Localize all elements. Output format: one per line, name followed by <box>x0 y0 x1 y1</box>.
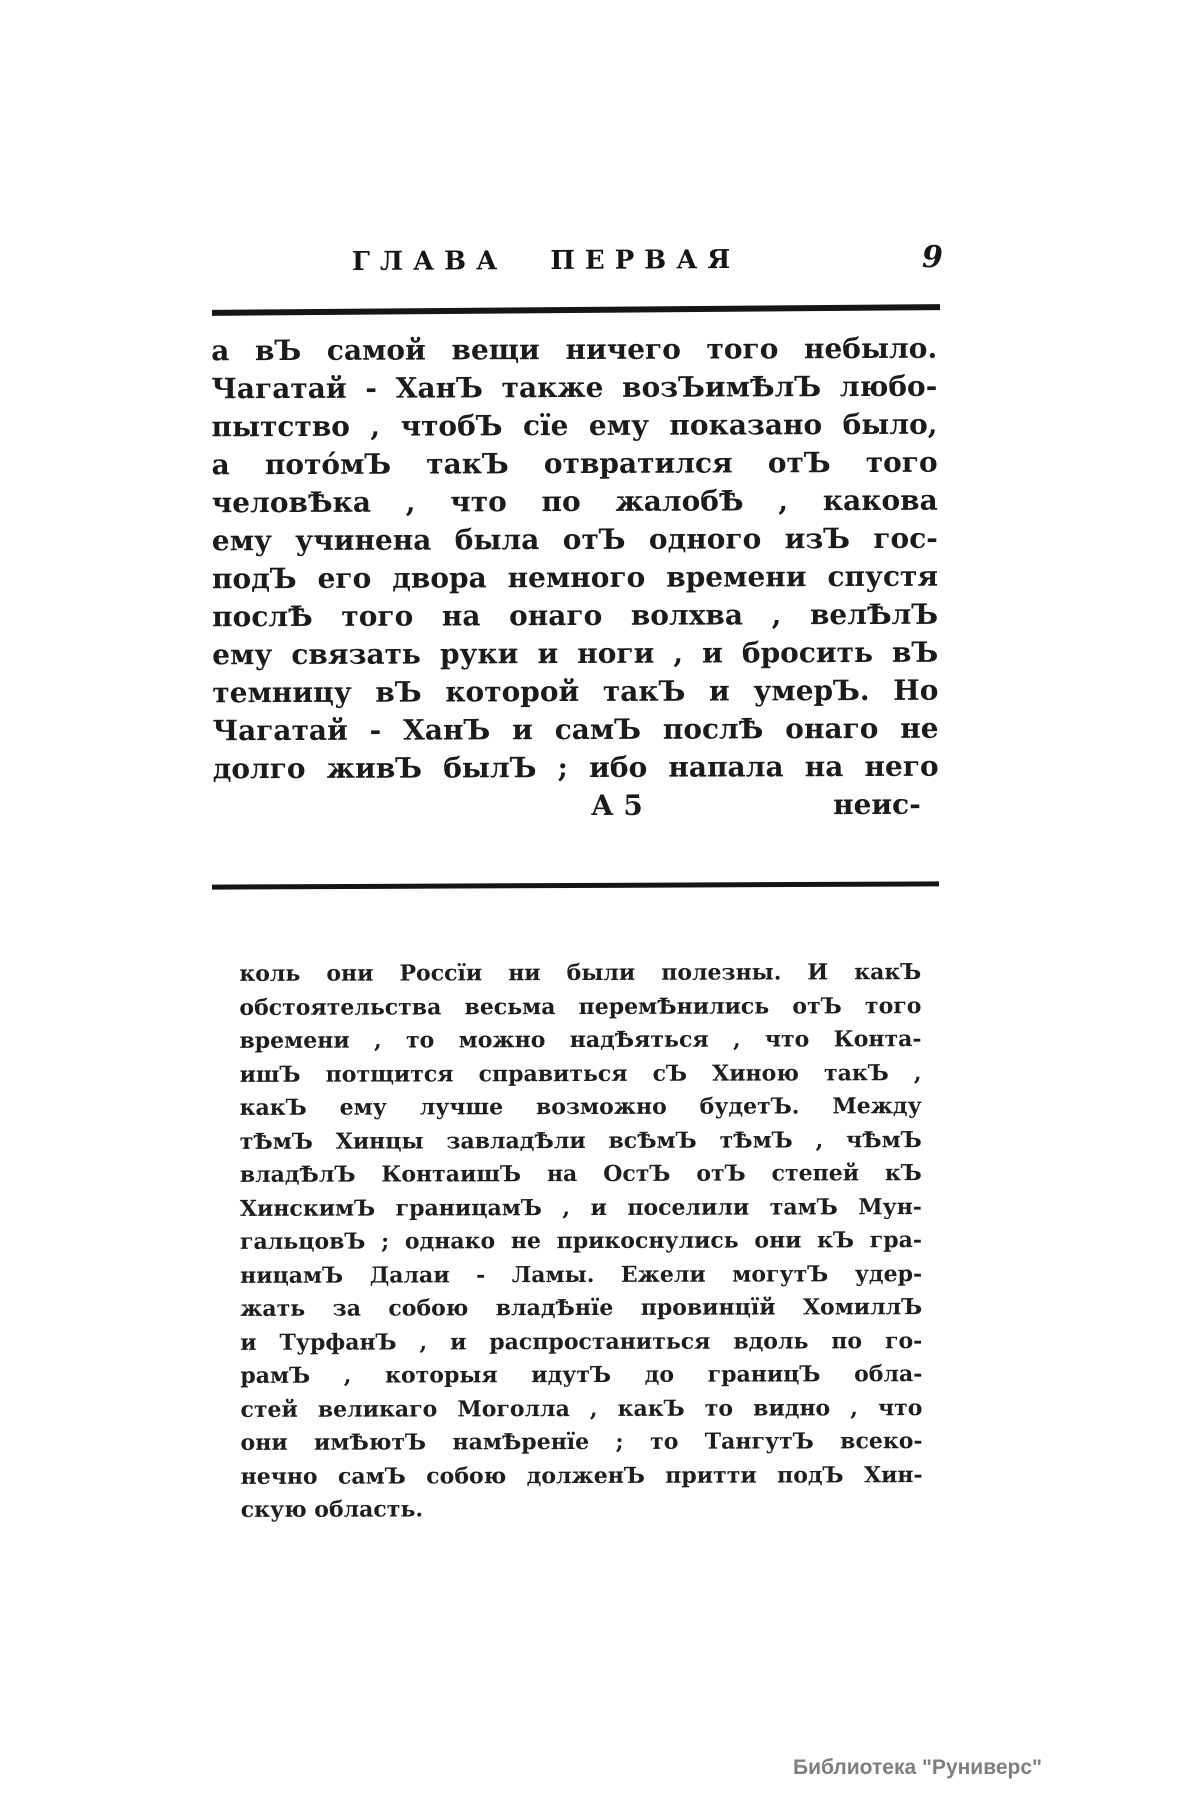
footnote-line: ницамЪ Далаи - Ламы. Ежели могутЪ удер- <box>240 1260 923 1289</box>
footnote-line: коль они Россїи ни были полезны. И какЪ <box>239 959 922 987</box>
text-line: Чагатай - ХанЪ также возЪимѢлЪ любо- <box>211 369 938 406</box>
footnote-line: тѢмЪ Хинцы завладѢли всѢмЪ тѢмЪ , чѢмЪ <box>239 1126 922 1155</box>
footnote-line: жать за собою владѢнїе провинцїй ХомиллЪ <box>240 1294 923 1322</box>
footnote-line: обстоятельства весьма перемѢнились отЪ того <box>239 992 922 1021</box>
footnote-line: ХинскимЪ границамЪ , и поселили тамЪ Мун- <box>239 1193 922 1222</box>
text-line: а вЪ самой вещи ничего того небыло. <box>211 331 938 368</box>
text-line: долго живЪ былЪ ; ибо напала на него <box>212 749 939 786</box>
footnote-line: ишЪ потщится справиться сЪ Хиною такЪ , <box>239 1059 922 1088</box>
text-line: Чагатай - ХанЪ и самЪ послѢ онаго не <box>212 711 939 748</box>
footnote-line: и ТурфанЪ , и распростаниться вдоль по го- <box>240 1327 923 1356</box>
main-text-block <box>211 330 939 827</box>
footnote-block <box>239 956 922 1527</box>
top-rule <box>212 304 940 316</box>
text-line: а пото́мЪ такЪ отвратился отЪ того <box>211 445 938 482</box>
footnote-line: какЪ ему лучше возможно будетЪ. Между <box>239 1093 922 1121</box>
footnote-line: скую область. <box>240 1496 424 1523</box>
signature-row <box>213 786 939 827</box>
text-line: ему учинена была отЪ одного изЪ гос- <box>211 521 938 558</box>
page-number: 9 <box>922 240 943 275</box>
library-watermark: Библиотека "Руниверс" <box>792 1756 1042 1779</box>
text-line: человѢка , что по жалобѢ , какова <box>211 483 938 520</box>
text-line: подЪ его двора немного времени спустя <box>211 559 939 596</box>
text-line: ему связать руки и ноги , и бросить вЪ <box>212 635 939 672</box>
bottom-rule <box>212 881 939 889</box>
footnote-line: стей великаго Моголла , какЪ то видно , что <box>240 1394 923 1423</box>
footnote-line: владѢлЪ КонтаишЪ на ОстЪ отЪ степей кЪ <box>239 1160 922 1188</box>
chapter-title: ГЛАВА ПЕРВАЯ <box>351 244 741 278</box>
footnote-line: нечно самЪ собою долженЪ притти подЪ Хин- <box>240 1461 923 1490</box>
footnote-line: рамЪ , которыя идутЪ до границЪ обла- <box>240 1361 923 1389</box>
text-line: послѢ того на онаго волхва , велѢлЪ <box>212 597 939 634</box>
footnote-line: они имѢютЪ намѢренїе ; то ТангутЪ всеко- <box>240 1428 923 1456</box>
footnote-line: времени , то можно надѢяться , что Конта- <box>239 1026 922 1054</box>
signature-mark: А 5 <box>590 788 643 822</box>
catchword: неис- <box>832 787 921 822</box>
footnote-line: гальцовЪ ; однако не прикоснулись они кЪ гра- <box>239 1227 923 1255</box>
text-line: пытство , чтобЪ сїе ему показано было, <box>211 407 938 444</box>
text-line: темницу вЪ которой такЪ и умерЪ. Но <box>212 673 939 710</box>
